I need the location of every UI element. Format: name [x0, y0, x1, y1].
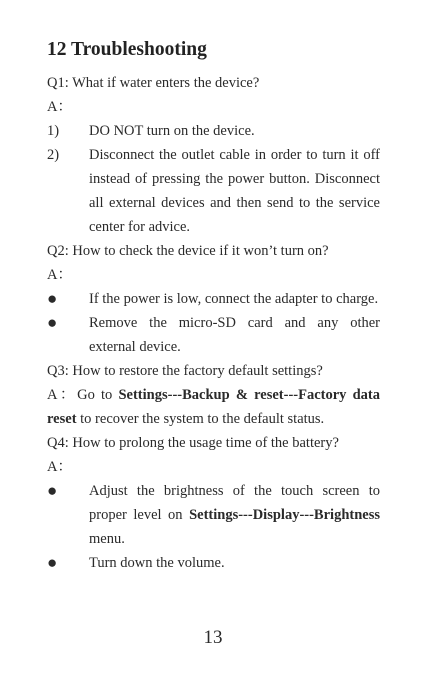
page-number: 13: [203, 627, 223, 648]
q4-item-1: [47, 479, 380, 551]
q3-answer-suffix: to recover the system to the default status.: [76, 411, 325, 427]
q4-item-2-text: Turn down the volume.: [89, 555, 225, 571]
q2-item-1: [47, 287, 380, 311]
q2-item-2-text: Remove the micro-SD card and any other external device.: [89, 315, 380, 355]
q3-answer: [47, 383, 380, 431]
q1-question: Q1: What if water enters the device?: [47, 75, 260, 91]
q4-settings-path: Settings---Display---Brightness: [189, 507, 380, 523]
bullet-icon: ●: [47, 313, 58, 332]
q4-item-1-suffix: menu.: [89, 531, 125, 547]
q2-item-2: [47, 311, 380, 359]
q3-answer-prefix: A：Go to: [47, 387, 119, 403]
q2-question: Q2: How to check the device if it won’t turn on?: [47, 243, 329, 259]
q4-item-1-prefix: Adjust the brightness of the touch screen to proper level on: [89, 483, 380, 523]
list-number: 2): [47, 147, 60, 163]
q2-answer-label: A：: [47, 267, 72, 283]
q3-question: Q3: How to restore the factory default settings?: [47, 363, 323, 379]
q3-settings-path: Settings---Backup & reset---Factory data reset: [47, 387, 380, 427]
q4-question: Q4: How to prolong the usage time of the battery?: [47, 435, 339, 451]
bullet-icon: ●: [47, 553, 58, 572]
q4-item-2: [47, 551, 380, 575]
q1-item-1: [47, 119, 380, 143]
list-number: 1): [47, 123, 60, 139]
q4-answer-label: A：: [47, 459, 72, 475]
q1-item-2: [47, 143, 380, 239]
q1-item-1-text: DO NOT turn on the device.: [89, 123, 255, 139]
section-title: 12 Troubleshooting: [47, 39, 207, 60]
page-content: [47, 37, 380, 575]
q4-item-1-text: [89, 479, 380, 551]
q2-item-1-text: If the power is low, connect the adapter to charge.: [89, 291, 379, 307]
q1-item-2-text: Disconnect the outlet cable in order to turn it off instead of pressing the power button. Disconnect all external devices and then send to the service center for advice.: [89, 147, 380, 235]
bullet-icon: ●: [47, 481, 58, 500]
bullet-icon: ●: [47, 289, 58, 308]
q1-answer-label: A：: [47, 99, 72, 115]
